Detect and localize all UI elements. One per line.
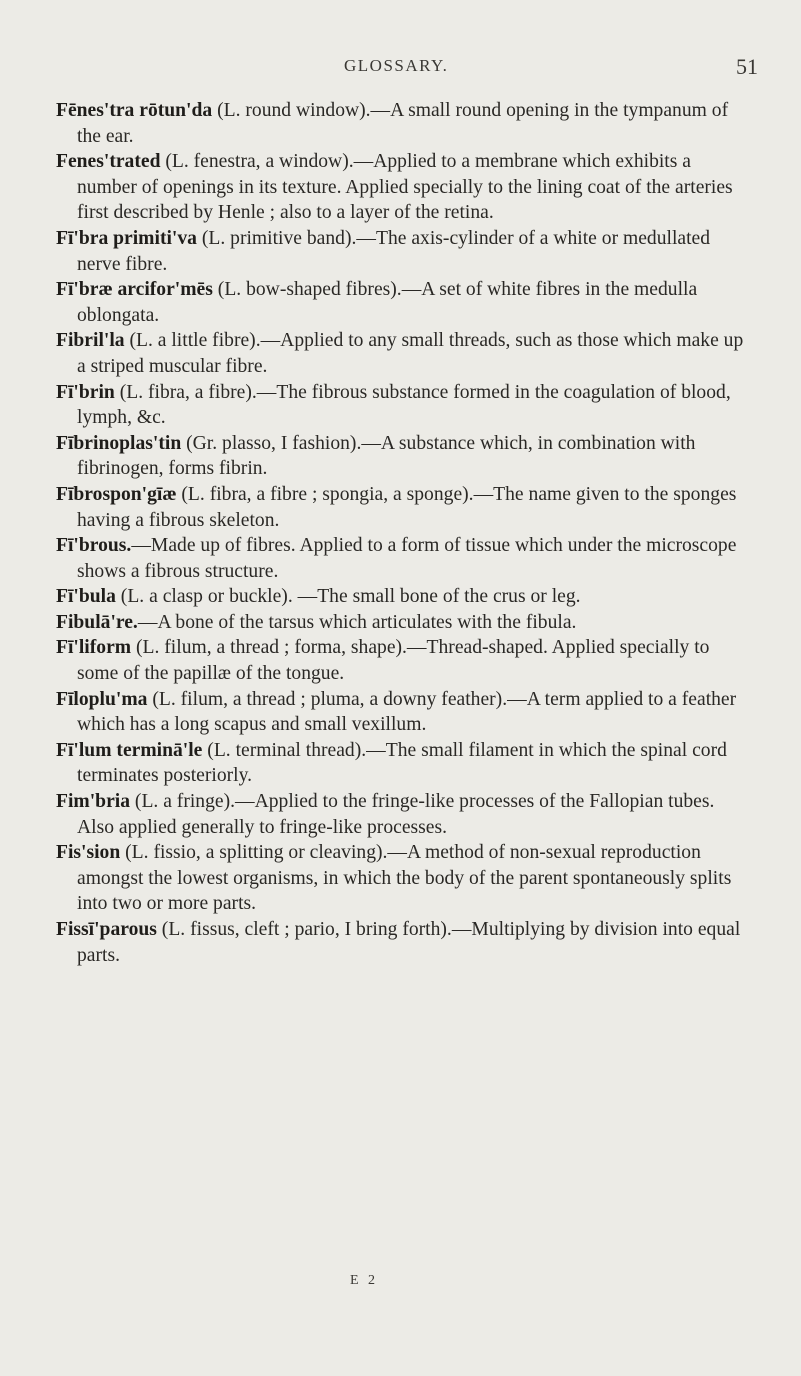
definition: (L. a fringe).—Applied to the fringe-like processes of the Fallopian tubes. Also applied generally to fringe-like processes. [77, 791, 715, 838]
headword: Fī'bra primiti'va [56, 227, 197, 249]
glossary-entry [56, 687, 746, 738]
headword: Fibril'la [56, 330, 125, 352]
page-number: 51 [736, 54, 758, 79]
headword: Fissī'parous [56, 919, 157, 940]
headword: Fis'sion [56, 842, 121, 864]
glossary-entries [56, 98, 746, 968]
glossary-entry [56, 533, 746, 584]
glossary-entry [56, 226, 746, 277]
definition: —A bone of the tarsus which articulates with the fibula. [137, 611, 577, 633]
definition: (L. fenestra, a window).—Applied to a membrane which exhibits a number of openings in its texture. Applied specially to the lining coat of the arteries first described by Henle ; also to a layer of the retina. [77, 151, 733, 224]
headword: Fī'bula [56, 586, 116, 608]
headword: Fibulā're. [56, 611, 138, 633]
glossary-entry [56, 431, 746, 482]
definition: (L. a little fibre).—Applied to any small threads, such as those which make up a striped muscular fibre. [77, 330, 744, 377]
headword: Fībrinoplas'tin [56, 432, 182, 454]
headword: Fī'liform [56, 637, 132, 659]
headword: Fī'brous. [56, 535, 132, 557]
signature-mark: E 2 [350, 1273, 379, 1288]
headword: Fī'lum terminā'le [56, 739, 203, 761]
headword: Fīloplu'ma [56, 688, 148, 710]
definition: (Gr. plasso, I fashion).—A substance which, in combination with fibrinogen, forms fibrin. [77, 432, 696, 480]
glossary-entry [56, 584, 746, 610]
headword: Fēnes'tra rōtun'da [56, 100, 213, 121]
glossary-entry [56, 328, 746, 379]
definition: (L. filum, a thread ; pluma, a downy feather).—A term applied to a feather which has a long scapus and small vexillum. [77, 688, 737, 736]
glossary-entry [56, 482, 746, 533]
running-head: GLOSSARY. [344, 56, 449, 75]
definition: (L. fibra, a fibre ; spongia, a sponge).—The name given to the sponges having a fibrous skeleton. [77, 483, 737, 531]
glossary-entry [56, 380, 746, 431]
headword: Fībrospon'gīæ [56, 483, 177, 505]
definition: (L. fissus, cleft ; pario, I bring forth).—Multiplying by division into equal parts. [77, 919, 741, 966]
definition: (L. round window).—A small round opening in the tympanum of the ear. [77, 100, 729, 147]
glossary-entry [56, 738, 746, 789]
glossary-entry [56, 610, 746, 636]
definition: (L. primitive band).—The axis-cylinder of a white or medullated nerve fibre. [77, 227, 711, 275]
definition: —Made up of fibres. Applied to a form of tissue which under the microscope shows a fibrous structure. [77, 535, 737, 582]
headword: Fim'bria [56, 791, 131, 813]
glossary-entry [56, 635, 746, 686]
headword: Fī'bræ arcifor'mēs [56, 279, 213, 301]
glossary-entry [56, 840, 746, 917]
headword: Fenes'trated [56, 151, 161, 173]
glossary-entry [56, 149, 746, 226]
definition: (L. filum, a thread ; forma, shape).—Thread-shaped. Applied specially to some of the papillæ of the tongue. [77, 637, 710, 685]
definition: (L. bow-shaped fibres).—A set of white fibres in the medulla oblongata. [77, 279, 698, 326]
definition: (L. a clasp or buckle). —The small bone of the crus or leg. [115, 586, 581, 608]
glossary-entry [56, 789, 746, 840]
headword: Fī'brin [56, 381, 115, 403]
definition: (L. terminal thread).—The small filament in which the spinal cord terminates posteriorly. [77, 739, 727, 787]
definition: (L. fissio, a splitting or cleaving).—A method of non-sexual reproduction amongst the lowest organisms, in which the body of the parent spontaneously splits into two or more parts. [77, 842, 732, 915]
glossary-entry [56, 917, 746, 968]
glossary-entry [56, 98, 746, 149]
definition: (L. fibra, a fibre).—The fibrous substance formed in the coagulation of blood, lymph, &c. [77, 381, 731, 429]
glossary-entry [56, 277, 746, 328]
